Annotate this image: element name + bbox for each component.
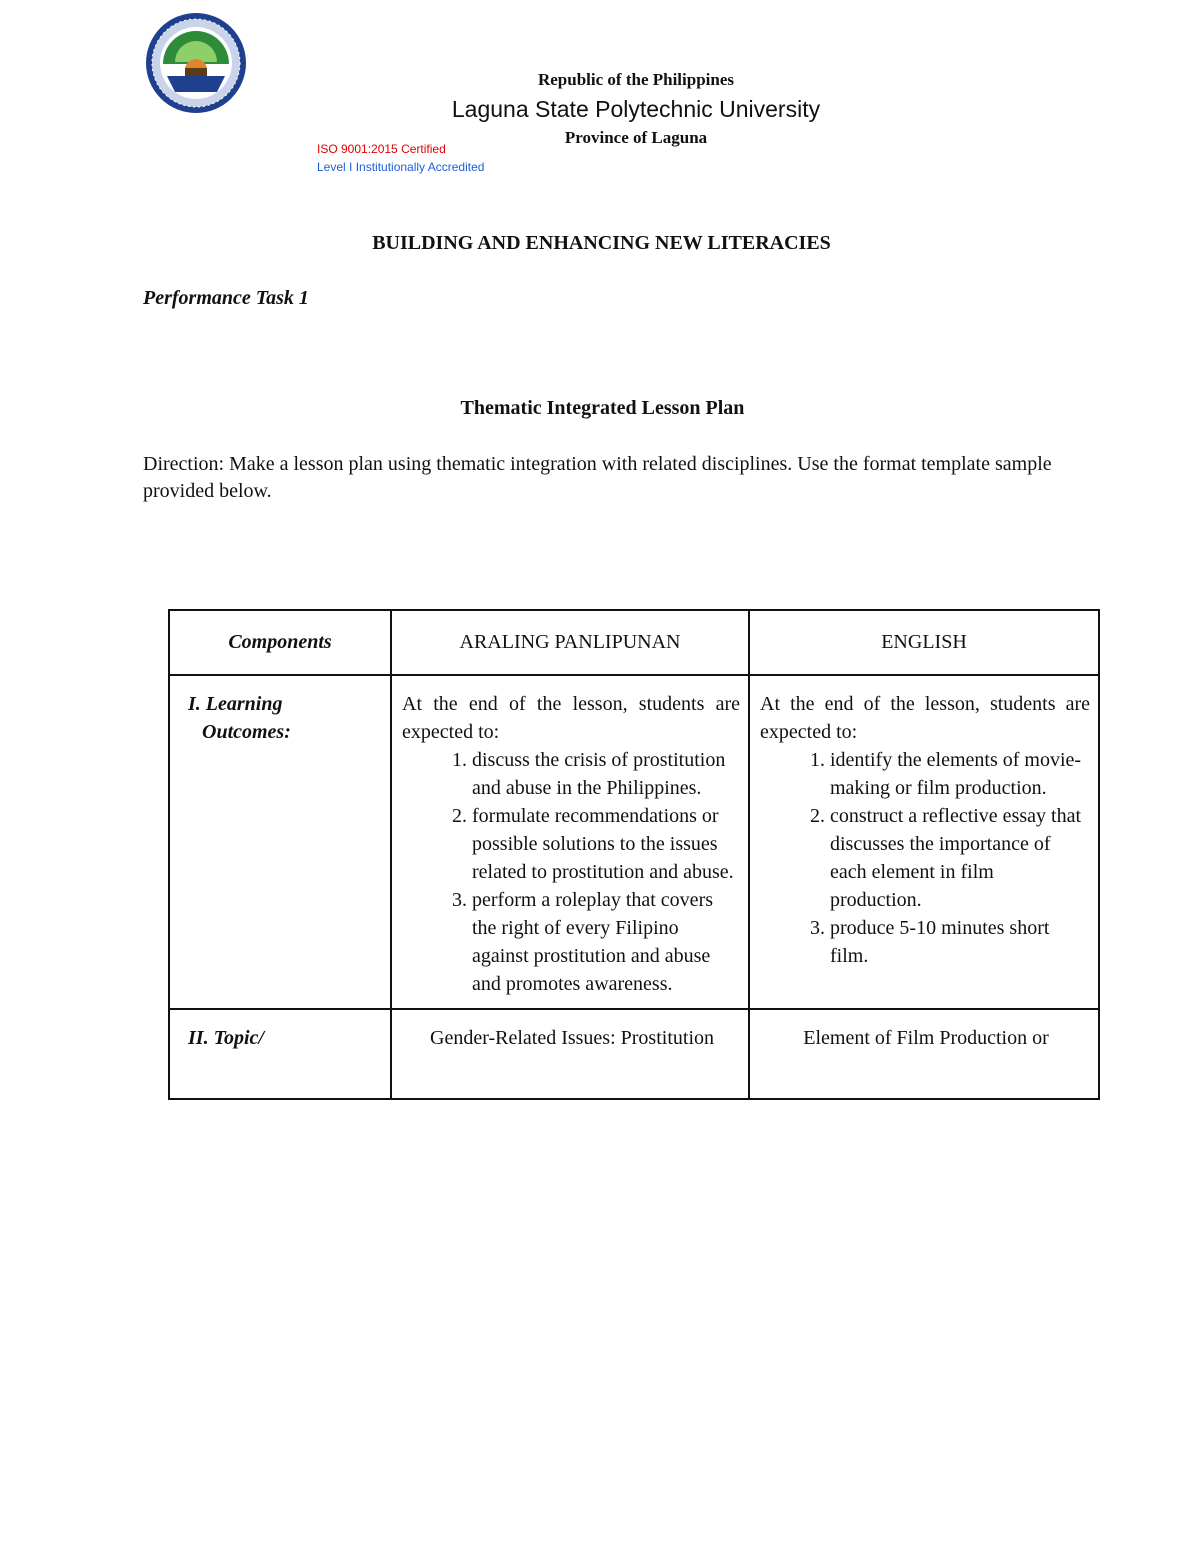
table-row bbox=[169, 1009, 1099, 1099]
header-araling-panlipunan: ARALING PANLIPUNAN bbox=[391, 610, 749, 675]
list-item: 3. perform a roleplay that covers the right of every Filipino against prostitution and abuse and promotes awareness. bbox=[472, 886, 740, 998]
ap-outcomes-intro: At the end of the lesson, students are expected to: bbox=[402, 693, 740, 743]
header-components: Components bbox=[169, 610, 391, 675]
list-item: 1. identify the elements of movie-making or film production. bbox=[830, 746, 1090, 802]
direction-text: Direction: Make a lesson plan using thematic integration with related disciplines. Use the format template sample provided below. bbox=[143, 453, 1052, 502]
province-heading: Province of Laguna bbox=[564, 128, 708, 147]
list-item: 2. formulate recommendations or possible solutions to the issues related to prostitution and abuse. bbox=[472, 802, 740, 886]
ap-outcomes-cell bbox=[391, 675, 749, 1009]
ap-outcomes-list bbox=[402, 746, 740, 998]
header-english: ENGLISH bbox=[749, 610, 1099, 675]
university-name: Laguna State Polytechnic University bbox=[451, 96, 821, 122]
list-item: 2. construct a reflective essay that discusses the importance of each element in film production. bbox=[830, 802, 1090, 914]
lesson-plan-title: Thematic Integrated Lesson Plan bbox=[460, 397, 745, 419]
component-label-line1: I. Learning bbox=[188, 693, 283, 715]
component-label bbox=[169, 675, 391, 1009]
list-item: 1. discuss the crisis of prostitution and abuse in the Philippines. bbox=[472, 746, 740, 802]
component-label bbox=[169, 1009, 391, 1099]
component-label-line1: II. Topic/ bbox=[188, 1027, 264, 1049]
course-title: BUILDING AND ENHANCING NEW LITERACIES bbox=[372, 232, 831, 254]
table-header-row bbox=[169, 610, 1099, 675]
republic-heading: Republic of the Philippines bbox=[537, 70, 734, 89]
iso-certification: ISO 9001:2015 Certified bbox=[317, 142, 446, 156]
table-row bbox=[169, 675, 1099, 1009]
en-outcomes-intro: At the end of the lesson, students are expected to: bbox=[760, 693, 1090, 743]
lesson-plan-table bbox=[168, 609, 1100, 1100]
accreditation-label: Level I Institutionally Accredited bbox=[317, 160, 485, 174]
en-outcomes-list bbox=[760, 746, 1090, 970]
en-outcomes-cell bbox=[749, 675, 1099, 1009]
ap-topic-cell: Gender-Related Issues: Prostitution bbox=[391, 1009, 749, 1099]
list-item: 3. produce 5-10 minutes short film. bbox=[830, 914, 1090, 970]
task-label: Performance Task 1 bbox=[143, 287, 309, 309]
en-topic-cell: Element of Film Production or bbox=[749, 1009, 1099, 1099]
component-label-line2: Outcomes: bbox=[202, 721, 291, 743]
